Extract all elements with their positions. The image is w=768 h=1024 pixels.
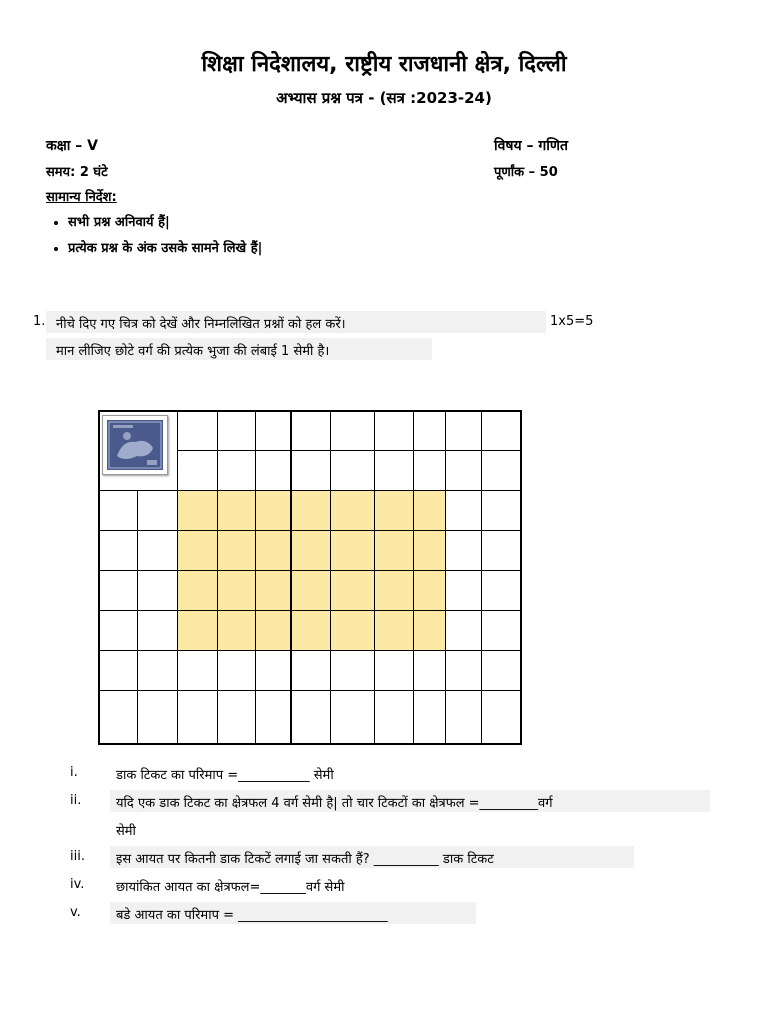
time-label: समय: 2 घंटे (46, 165, 108, 180)
document-subtitle: अभ्यास प्रश्न पत्र - (सत्र :2023-24) (276, 89, 492, 107)
subquestion-label: i. (70, 765, 78, 780)
question-note: मान लीजिए छोटे वर्ग की प्रत्येक भुजा की लंबाई 1 सेमी है। (56, 344, 330, 359)
subquestion-text: बडे आयत का परिमाप = _______________________ (116, 908, 388, 923)
subject-label: विषय – गणित (494, 138, 568, 154)
subquestion-label: v. (70, 905, 81, 920)
document-title: शिक्षा निदेशालय, राष्ट्रीय राजधानी क्षेत्र, दिल्ली (201, 52, 567, 77)
subquestion-label: iv. (70, 877, 85, 892)
square-grid-figure (98, 410, 522, 745)
subquestion-text: यदि एक डाक टिकट का क्षेत्रफल 4 वर्ग सेमी है| तो चार टिकटों का क्षेत्रफल =_________वर्ग (116, 796, 553, 811)
subquestion-text: डाक टिकट का परिमाप =___________ सेमी (116, 768, 334, 783)
subquestion-text: छायांकित आयत का क्षेत्रफल=_______वर्ग सेमी (116, 880, 345, 895)
class-label: कक्षा – V (46, 138, 98, 154)
instructions-list (46, 212, 262, 264)
question-text: नीचे दिए गए चित्र को देखें और निम्नलिखित प्रश्नों को हल करें। (56, 317, 346, 332)
question-marks: 1x5=5 (550, 314, 594, 329)
instruction-item: • सभी प्रश्न अनिवार्य हैं| (68, 212, 262, 230)
subquestion-label: iii. (70, 849, 85, 864)
question-number: 1. (33, 314, 46, 329)
subquestion-label: ii. (70, 793, 82, 808)
grid-border (98, 410, 522, 745)
subquestion-text: इस आयत पर कितनी डाक टिकटें लगाई जा सकती हैं? __________ डाक टिकट (116, 852, 494, 867)
marks-label: पूर्णांक – 50 (494, 165, 558, 180)
subquestion-text-continued: सेमी (116, 824, 136, 839)
instructions-heading: सामान्य निर्देश: (46, 190, 117, 205)
instruction-item: • प्रत्येक प्रश्न के अंक उसके सामने लिखे हैं| (68, 238, 262, 256)
